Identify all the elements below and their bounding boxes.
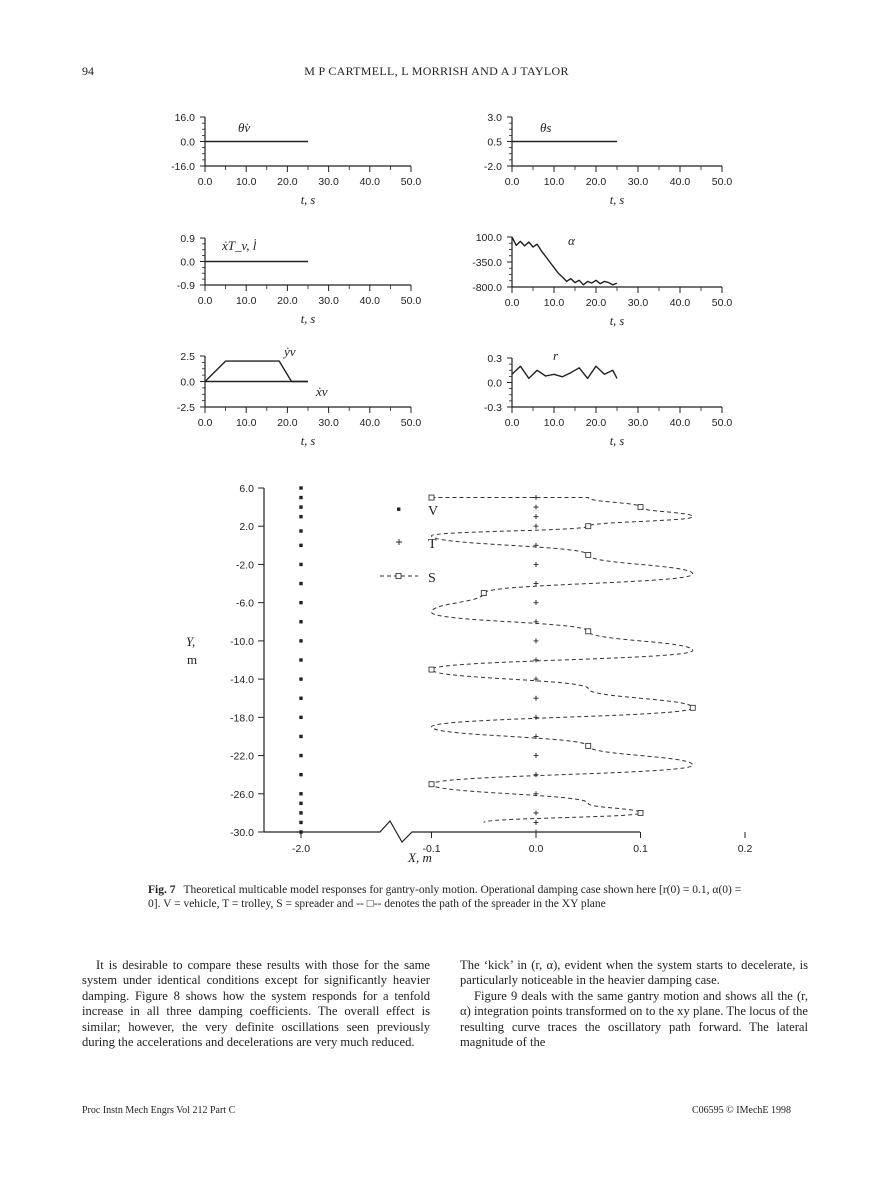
- panel-x-tick-label: 10.0: [235, 295, 257, 307]
- trolley-point: [534, 753, 539, 758]
- vehicle-point: [299, 486, 302, 489]
- trolley-point: [534, 658, 539, 663]
- panel-x-tick-label: 40.0: [669, 417, 691, 429]
- panel-y-tick-label: 3.0: [487, 112, 502, 124]
- main-y-tick-label: -2.0: [235, 559, 254, 572]
- main-y-tick-label: -6.0: [235, 597, 254, 610]
- vehicle-point: [299, 677, 302, 680]
- vehicle-point: [299, 544, 302, 547]
- panel-x-tick-label: 0.0: [504, 176, 520, 188]
- panel-alpha: [472, 232, 732, 328]
- vehicle-point: [299, 601, 302, 604]
- main-x-tick-label: 0.0: [528, 843, 544, 855]
- trolley-point: [534, 562, 539, 567]
- vehicle-point: [299, 697, 302, 700]
- main-x-tick-label: -2.0: [291, 843, 311, 855]
- panel-x-label: t, s: [609, 193, 625, 207]
- main-y-label: Y,: [186, 634, 196, 649]
- trolley-point: [534, 505, 539, 510]
- trolley-point: [534, 810, 539, 815]
- panel-r: [484, 348, 732, 448]
- panel-x-tick-label: 30.0: [627, 297, 649, 309]
- panel-x-tick-label: 20.0: [585, 176, 607, 188]
- panel-x-label: t, s: [300, 312, 316, 326]
- main-x-tick-label: 0.2: [737, 843, 753, 855]
- panel-y-tick-label: 0.5: [487, 136, 502, 149]
- panel-theta_s: [484, 112, 732, 207]
- panel-y-tick-label: 0.0: [180, 376, 195, 389]
- main-y-tick-label: -10.0: [230, 635, 254, 648]
- panel-x-tick-label: 20.0: [277, 295, 298, 307]
- trolley-point: [534, 638, 539, 643]
- panel-x-tick-label: 0.0: [197, 417, 213, 429]
- vehicle-point: [299, 515, 302, 518]
- small-panels: [171, 112, 732, 448]
- panel-x-tick-label: 50.0: [400, 417, 422, 429]
- panel-x-tick-label: 40.0: [359, 176, 381, 188]
- trolley-point: [534, 600, 539, 605]
- main-x-label: X, m: [408, 850, 432, 865]
- main-y-tick-label: 6.0: [239, 483, 254, 495]
- panel-x-tick-label: 50.0: [711, 417, 733, 429]
- spreader-point: [429, 782, 434, 787]
- spreader-point: [638, 505, 643, 510]
- panel-x-tick-label: 40.0: [359, 295, 381, 307]
- vehicle-point: [299, 505, 302, 508]
- main-y-tick-label: 2.0: [239, 521, 254, 534]
- legend-trolley-symbol: [396, 539, 402, 545]
- trolley-point: [534, 581, 539, 586]
- spreader-path: [432, 498, 693, 823]
- trolley-point: [534, 514, 539, 519]
- body-paragraph: Figure 9 deals with the same gantry motion and shows all the (r, α) integration points transformed on to the xy plane. The locus of the resulting curve traces the oscillatory path forward. The lateral magnitude of the: [460, 988, 808, 1050]
- panel-x-tick-label: 10.0: [235, 417, 257, 429]
- panel-x-tick-label: 30.0: [627, 417, 649, 429]
- vehicle-point: [299, 754, 302, 757]
- spreader-point: [586, 524, 591, 529]
- caption-label: Fig. 7: [148, 884, 176, 896]
- panel-y_v_x_v: [177, 344, 421, 448]
- running-header: M P CARTMELL, L MORRISH AND A J TAYLOR: [304, 64, 569, 78]
- panel-x-tick-label: 50.0: [400, 176, 422, 188]
- spreader-point: [586, 744, 591, 749]
- panel-x-tick-label: 10.0: [543, 297, 565, 309]
- panel-x-tick-label: 0.0: [504, 417, 520, 429]
- panel-series-label: ẏv: [284, 344, 296, 359]
- panel-x-tick-label: 20.0: [277, 176, 298, 188]
- main-y-tick-label: -18.0: [230, 712, 254, 725]
- body-column-left: [82, 958, 430, 1050]
- panel-y-tick-label: 16.0: [174, 112, 195, 124]
- series-line: [205, 361, 308, 381]
- panel-xT_v_l: [177, 233, 421, 326]
- panel-x-tick-label: 20.0: [585, 297, 607, 309]
- panel-y-tick-label: -16.0: [171, 161, 195, 173]
- panel-y-tick-label: 0.3: [487, 353, 502, 365]
- panel-y-tick-label: 100.0: [475, 232, 502, 244]
- main-y-tick-label: -30.0: [230, 827, 254, 839]
- main-y-tick-label: -14.0: [230, 674, 254, 687]
- spreader-point: [638, 810, 643, 815]
- panel-x-tick-label: 40.0: [669, 297, 691, 309]
- body-paragraph: It is desirable to compare these results with those for the same system under identical conditions except for significantly heavier damping. Figure 8 shows how the system responds for a tenfold increase in all three damping coefficients. The overall effect is similar; however, the very definite oscillations seen previously during the accelerations and decelerations are very much reduced.: [82, 958, 430, 1050]
- vehicle-point: [299, 658, 302, 661]
- spreader-point: [586, 629, 591, 634]
- xy-plane-plot: [186, 483, 752, 865]
- panel-y-tick-label: 2.5: [180, 351, 195, 363]
- legend-label: V: [428, 504, 439, 519]
- vehicle-point: [299, 716, 302, 719]
- series-line: [512, 237, 617, 285]
- main-y-unit: m: [187, 652, 198, 667]
- panel-x-label: t, s: [609, 434, 625, 448]
- panel-y-tick-label: -0.3: [483, 402, 502, 414]
- legend-spreader-symbol: [396, 574, 401, 579]
- legend-vehicle-symbol: [397, 508, 400, 511]
- panel-y-tick-label: -2.5: [176, 402, 195, 414]
- vehicle-point: [299, 792, 302, 795]
- panel-x-tick-label: 10.0: [543, 417, 565, 429]
- trolley-point: [534, 820, 539, 825]
- body-column-right: [460, 958, 808, 1050]
- panel-x-tick-label: 30.0: [318, 417, 339, 429]
- panel-x-tick-label: 10.0: [543, 176, 565, 188]
- panel-x-tick-label: 0.0: [504, 297, 520, 309]
- vehicle-point: [299, 496, 302, 499]
- main-x-tick-label: -0.1: [422, 843, 441, 855]
- vehicle-point: [299, 735, 302, 738]
- spreader-point: [586, 552, 591, 557]
- vehicle-point: [299, 563, 302, 566]
- trolley-point: [534, 772, 539, 777]
- panel-y-tick-label: -2.0: [483, 161, 502, 173]
- panel-series-label: α: [568, 233, 575, 248]
- spreader-point: [690, 705, 695, 710]
- panel-y-tick-label: 0.0: [180, 136, 195, 149]
- panel-y-tick-label: -800.0: [472, 282, 502, 294]
- panel-x-tick-label: 20.0: [585, 417, 607, 429]
- main-x-tick-label: 0.1: [633, 843, 648, 855]
- panel-x-tick-label: 40.0: [669, 176, 691, 188]
- trolley-point: [534, 715, 539, 720]
- vehicle-point: [299, 811, 302, 814]
- panel-x-tick-label: 0.0: [197, 295, 213, 307]
- vehicle-point: [299, 802, 302, 805]
- main-y-tick-label: -22.0: [230, 750, 254, 763]
- panel-series-label: θs: [540, 120, 552, 135]
- legend-label: T: [428, 537, 437, 552]
- spreader-point: [429, 495, 434, 500]
- vehicle-point: [299, 620, 302, 623]
- caption-text: Theoretical multicable model responses for gantry-only motion. Operational damping case shown here [r(0) = 0.1, α(0) = 0]. V = vehicle, T = trolley, S = spreader and -- □-- denotes the path of the spreader in the XY plane: [148, 884, 742, 910]
- panel-x-tick-label: 30.0: [627, 176, 649, 188]
- page-number: 94: [82, 64, 94, 78]
- legend-entry: [380, 571, 436, 586]
- panel-series-label: r: [553, 348, 559, 363]
- trolley-point: [534, 524, 539, 529]
- vehicle-point: [299, 639, 302, 642]
- panel-x-tick-label: 0.0: [197, 176, 213, 188]
- panel-theta_v: [171, 112, 421, 207]
- spreader-point: [481, 591, 486, 596]
- panel-y-tick-label: 0.0: [487, 377, 502, 390]
- trolley-point: [534, 830, 539, 835]
- footer-copyright: C06595 © IMechE 1998: [692, 1105, 791, 1116]
- body-paragraph: The ‘kick’ in (r, α), evident when the system starts to decelerate, is particularly noticeable in the heavier damping case.: [460, 958, 808, 988]
- vehicle-point: [299, 773, 302, 776]
- main-y-tick-label: -26.0: [230, 788, 254, 801]
- panel-series-label: ẋT_v, l̇: [222, 238, 257, 253]
- trolley-point: [534, 696, 539, 701]
- panel-series-label: ẋv: [316, 384, 328, 399]
- panel-x-tick-label: 30.0: [318, 295, 339, 307]
- panel-x-tick-label: 50.0: [711, 297, 733, 309]
- panel-x-tick-label: 50.0: [400, 295, 422, 307]
- series-line: [512, 366, 617, 378]
- vehicle-point: [299, 529, 302, 532]
- spreader-point: [429, 667, 434, 672]
- main-x-axis: [264, 821, 640, 842]
- panel-y-tick-label: 0.9: [180, 233, 195, 245]
- panel-x-label: t, s: [609, 314, 625, 328]
- panel-y-tick-label: 0.0: [180, 256, 195, 269]
- vehicle-point: [299, 821, 302, 824]
- panel-x-tick-label: 50.0: [711, 176, 733, 188]
- panel-x-tick-label: 30.0: [318, 176, 339, 188]
- footer-journal: Proc Instn Mech Engrs Vol 212 Part C: [82, 1105, 236, 1116]
- legend-label: S: [428, 571, 436, 586]
- panel-x-tick-label: 10.0: [235, 176, 257, 188]
- panel-y-tick-label: -350.0: [472, 257, 502, 269]
- figure-caption: [148, 883, 748, 911]
- panel-y-tick-label: -0.9: [176, 280, 195, 292]
- panel-x-label: t, s: [300, 434, 316, 448]
- legend-entry: [397, 504, 438, 519]
- panel-series-label: θ̇v: [238, 120, 251, 135]
- panel-x-tick-label: 40.0: [359, 417, 381, 429]
- panel-x-tick-label: 20.0: [277, 417, 298, 429]
- legend-entry: [396, 537, 437, 552]
- vehicle-point: [299, 582, 302, 585]
- vehicle-point: [299, 830, 302, 833]
- panel-x-label: t, s: [300, 193, 316, 207]
